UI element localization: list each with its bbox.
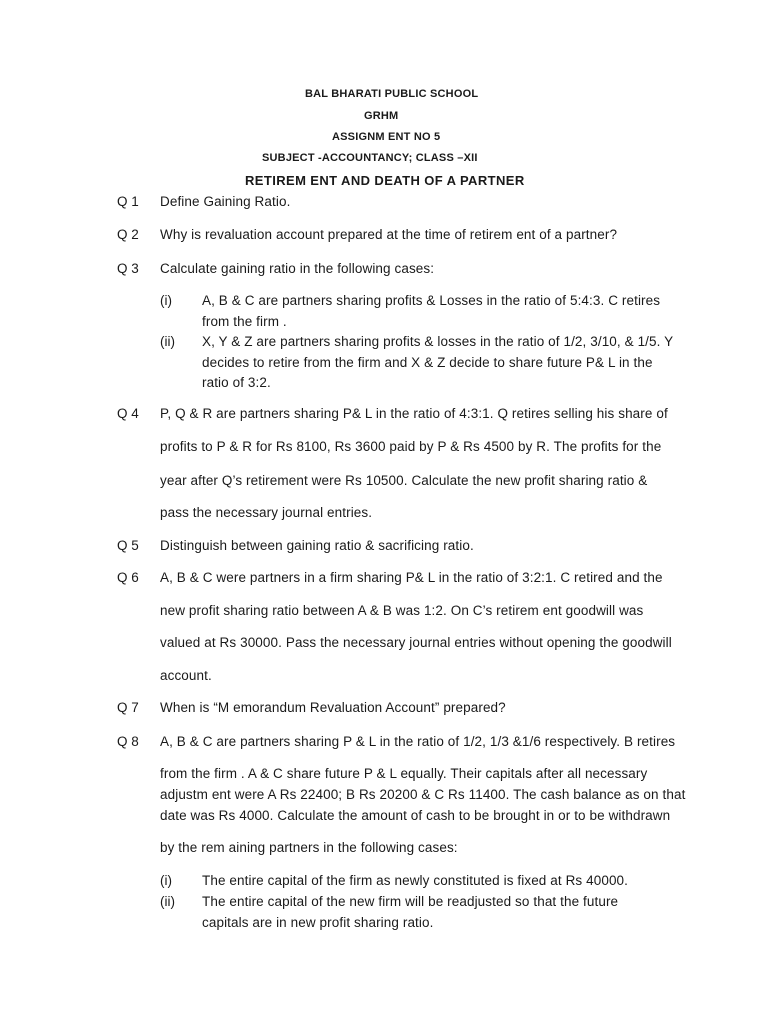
sub-question-text: A, B & C are partners sharing profits & Losses in the ratio of 5:4:3. C retires: [202, 293, 661, 308]
question-text: adjustm ent were A Rs 22400; B Rs 20200 & C Rs 11400. The cash balance as on that: [160, 787, 686, 802]
sub-question-number: (i): [160, 293, 172, 308]
sub-question-text: X, Y & Z are partners sharing profits & losses in the ratio of 1/2, 3/10, & 1/5. Y: [202, 334, 674, 349]
question-text: Why is revaluation account prepared at the time of retirem ent of a partner?: [160, 227, 618, 242]
question-text: pass the necessary journal entries.: [160, 505, 373, 520]
question-number: Q 4: [117, 406, 139, 421]
school-name: BAL BHARATI PUBLIC SCHOOL: [305, 88, 479, 100]
question-text: Define Gaining Ratio.: [160, 194, 291, 209]
question-number: Q 6: [117, 570, 139, 585]
question-number: Q 5: [117, 538, 139, 553]
sub-question-text: from the firm .: [202, 314, 287, 329]
question-number: Q 3: [117, 261, 139, 276]
branch-name: GRHM: [364, 110, 399, 122]
sub-question-text: decides to retire from the firm and X & Z decide to share future P& L in the: [202, 355, 653, 370]
question-number: Q 2: [117, 227, 139, 242]
sub-question-text: ratio of 3:2.: [202, 375, 271, 390]
question-text: by the rem aining partners in the following cases:: [160, 840, 458, 855]
assignment-number: ASSIGNM ENT NO 5: [332, 131, 441, 143]
question-number: Q 8: [117, 734, 139, 749]
question-text: valued at Rs 30000. Pass the necessary journal entries without opening the goodwill: [160, 635, 672, 650]
sub-question-number: (i): [160, 873, 172, 888]
question-text: When is “M emorandum Revaluation Account” prepared?: [160, 700, 506, 715]
sub-question-text: capitals are in new profit sharing ratio.: [202, 915, 434, 930]
question-text: from the firm . A & C share future P & L equally. Their capitals after all necessary: [160, 766, 648, 781]
question-text: account.: [160, 668, 212, 683]
question-text: date was Rs 4000. Calculate the amount of cash to be brought in or to be withdrawn: [160, 808, 671, 823]
question-text: profits to P & R for Rs 8100, Rs 3600 paid by P & Rs 4500 by R. The profits for the: [160, 439, 662, 454]
sub-question-number: (ii): [160, 334, 175, 349]
question-text: Distinguish between gaining ratio & sacrificing ratio.: [160, 538, 474, 553]
subject-line: SUBJECT -ACCOUNTANCY; CLASS –XII: [262, 152, 478, 164]
question-text: A, B & C are partners sharing P & L in the ratio of 1/2, 1/3 &1/6 respectively. B retires: [160, 734, 676, 749]
question-text: new profit sharing ratio between A & B was 1:2. On C’s retirem ent goodwill was: [160, 603, 644, 618]
sub-question-number: (ii): [160, 894, 175, 909]
question-text: A, B & C were partners in a firm sharing P& L in the ratio of 3:2:1. C retired and the: [160, 570, 663, 585]
sub-question-text: The entire capital of the firm as newly constituted is fixed at Rs 40000.: [202, 873, 629, 888]
question-number: Q 1: [117, 194, 139, 209]
question-text: year after Q’s retirement were Rs 10500. Calculate the new profit sharing ratio &: [160, 473, 648, 488]
question-number: Q 7: [117, 700, 139, 715]
question-text: P, Q & R are partners sharing P& L in the ratio of 4:3:1. Q retires selling his share of: [160, 406, 668, 421]
sub-question-text: The entire capital of the new firm will be readjusted so that the future: [202, 894, 619, 909]
topic-title: RETIREM ENT AND DEATH OF A PARTNER: [245, 173, 525, 188]
question-text: Calculate gaining ratio in the following cases:: [160, 261, 435, 276]
